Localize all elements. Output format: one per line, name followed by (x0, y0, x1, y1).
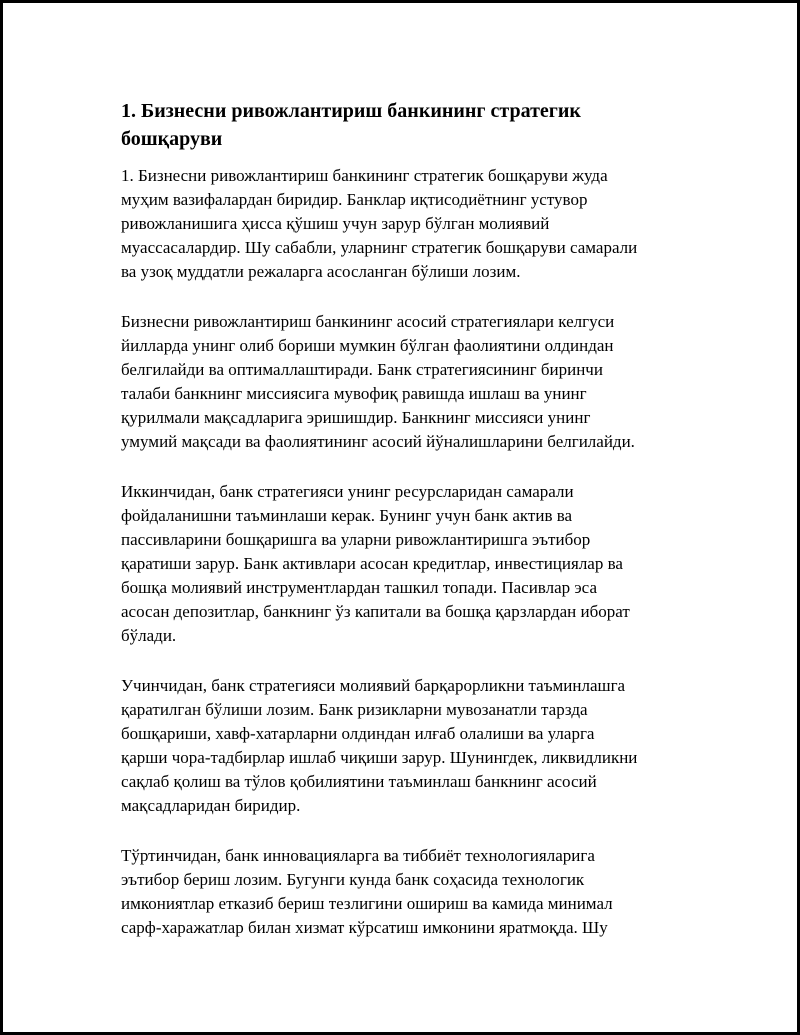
text-line: қаратилган бўлиши лозим. Банк ризикларни мувозанатли тарзда (121, 700, 588, 719)
text-line: фойдаланишни таъминлаши керак. Бунинг учун банк актив ва (121, 506, 573, 525)
text-line: бўлади. (121, 626, 177, 645)
text-line: бошқариши, хавф-хатарларни олдиндан илғаб олалиши ва уларга (121, 724, 595, 743)
text-line: асосан депозитлар, банкнинг ўз капитали ва бошқа қарзлардан иборат (121, 602, 630, 621)
text-line: Тўртинчидан, банк инновацияларга ва тиббиёт технологияларига (121, 846, 595, 865)
text-line: ривожланишига ҳисса қўшиш учун зарур бўлган молиявий (121, 214, 550, 233)
text-line: 1. Бизнесни ривожлантириш банкининг стратегик бошқаруви жуда (121, 166, 608, 185)
paragraph-4 (121, 674, 691, 818)
text-line: сақлаб қолиш ва тўлов қобилиятини таъминлаш банкнинг асосий (121, 772, 597, 791)
text-line: Бизнесни ривожлантириш банкининг асосий стратегиялари келгуси (121, 312, 615, 331)
document-heading (121, 97, 691, 153)
text-line: қаратиши зарур. Банк активлари асосан кредитлар, инвестициялар ва (121, 554, 623, 573)
text-line: эътибор бериш лозим. Бугунги кунда банк соҳасида технологик (121, 870, 585, 889)
text-line: белгилайди ва оптималлаштиради. Банк стратегиясининг биринчи (121, 360, 603, 379)
text-line: имкониятлар етказиб бериш тезлигини ошириш ва камида минимал (121, 894, 613, 913)
text-line: муассасалардир. Шу сабабли, уларнинг стратегик бошқаруви самарали (121, 238, 638, 257)
text-line: умумий мақсади ва фаолиятининг асосий йўналишларини белгилайди. (121, 432, 635, 451)
text-line: мақсадларидан биридир. (121, 796, 301, 815)
text-line: муҳим вазифалардан биридир. Банклар иқтисодиётнинг устувор (121, 190, 588, 209)
text-line: қурилмали мақсадларига эришишдир. Банкнинг миссияси унинг (121, 408, 591, 427)
paragraph-3 (121, 480, 691, 648)
text-line: сарф-харажатлар билан хизмат кўрсатиш имконини яратмоқда. Шу (121, 918, 608, 937)
text-line: ва узоқ муддатли режаларга асосланган бўлиши лозим. (121, 262, 521, 281)
paragraph-2 (121, 310, 691, 454)
heading-line: 1. Бизнесни ривожлантириш банкининг стратегик (121, 100, 581, 122)
heading-line: бошқаруви (121, 128, 223, 150)
text-line: Учинчидан, банк стратегияси молиявий барқарорликни таъминлашга (121, 676, 626, 695)
paragraph-5 (121, 844, 691, 940)
document-body (121, 97, 691, 940)
paragraph-1 (121, 164, 691, 284)
text-line: Иккинчидан, банк стратегияси унинг ресурсларидан самарали (121, 482, 574, 501)
text-line: йилларда унинг олиб бориши мумкин бўлган фаолиятини олдиндан (121, 336, 614, 355)
text-line: талаби банкнинг миссиясига мувофиқ равишда ишлаш ва унинг (121, 384, 587, 403)
text-line: қарши чора-тадбирлар ишлаб чиқиши зарур. Шунингдек, ликвидликни (121, 748, 638, 767)
text-line: пассивларини бошқаришга ва уларни ривожлантиришга эътибор (121, 530, 591, 549)
text-line: бошқа молиявий инструментлардан ташкил топади. Пасивлар эса (121, 578, 597, 597)
